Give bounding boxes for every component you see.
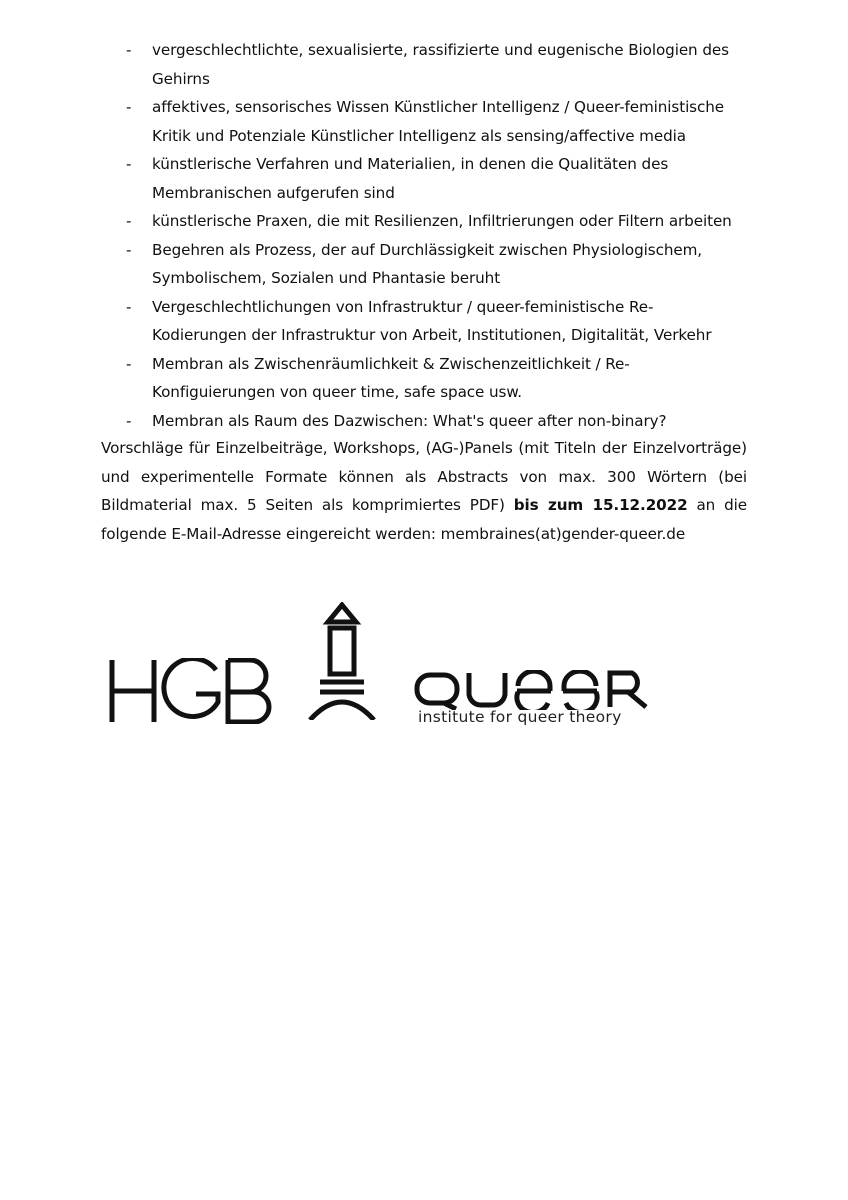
hgb-logo xyxy=(108,658,272,724)
bullet-marker: - xyxy=(126,155,132,173)
list-item-text: Membran als Raum des Dazwischen: What's queer after non-binary? xyxy=(152,411,667,430)
bullet-marker: - xyxy=(126,41,132,59)
list-item-text: künstlerische Praxen, die mit Resilienzen, Infiltrierungen oder Filtern arbeiten xyxy=(152,212,732,230)
bullet-marker: - xyxy=(126,98,132,116)
list-item xyxy=(0,150,848,207)
logo-row xyxy=(100,598,660,748)
list-item xyxy=(0,293,848,350)
list-item-text: affektives, sensorisches Wissen Künstlicher Intelligenz / Queer-feministische Kritik und Potenziale Künstlicher Intelligenz als sensing/affective media xyxy=(152,98,725,145)
submission-deadline: bis zum 15.12.2022 xyxy=(513,496,688,514)
bullet-marker: - xyxy=(126,240,132,259)
bullet-marker: - xyxy=(126,354,132,373)
queer-wordmark xyxy=(414,670,650,710)
submission-text-before: Vorschläge für Einzelbeiträge, Workshops, (AG-)Panels (mit Titeln der Einzelvorträge) und experimentelle Formate können als Abstracts von max. 300 Wörtern (bei Bildmaterial max. 5 Seiten als komprimiertes PDF) xyxy=(101,439,747,514)
list-item-text: Vergeschlechtlichungen von Infrastruktur / queer-feministische Re-Kodierungen der Infrastruktur von Arbeit, Institutionen, Digitalität, Verkehr xyxy=(152,297,712,344)
list-item-text: vergeschlechtlichte, sexualisierte, rassifizierte und eugenische Biologien des Gehirns xyxy=(152,41,729,88)
list-item xyxy=(0,350,848,407)
tower-logo xyxy=(306,602,378,720)
submission-paragraph xyxy=(101,434,747,548)
bullet-marker: - xyxy=(126,212,132,230)
bullet-marker: - xyxy=(126,411,132,430)
list-item xyxy=(0,207,848,236)
queer-subtitle: institute for queer theory xyxy=(418,708,622,726)
topic-list xyxy=(0,36,848,435)
queer-logo xyxy=(414,670,654,740)
list-item xyxy=(0,407,848,436)
list-item-text: Begehren als Prozess, der auf Durchlässigkeit zwischen Physiologischem, Symbolischem, Sozialen und Phantasie beruht xyxy=(152,240,703,287)
submission-text-after: an die folgende E-Mail-Adresse eingereicht werden: membraines(at)gender-queer.de xyxy=(101,496,748,543)
list-item-text: künstlerische Verfahren und Materialien, in denen die Qualitäten des Membranischen aufgerufen sind xyxy=(152,155,669,202)
list-item-text: Membran als Zwischenräumlichkeit & Zwischenzeitlichkeit / Re-Konfiguierungen von queer time, safe space usw. xyxy=(152,354,630,401)
list-item xyxy=(0,36,848,93)
bullet-marker: - xyxy=(126,297,132,316)
list-item xyxy=(0,93,848,150)
list-item xyxy=(0,236,848,293)
